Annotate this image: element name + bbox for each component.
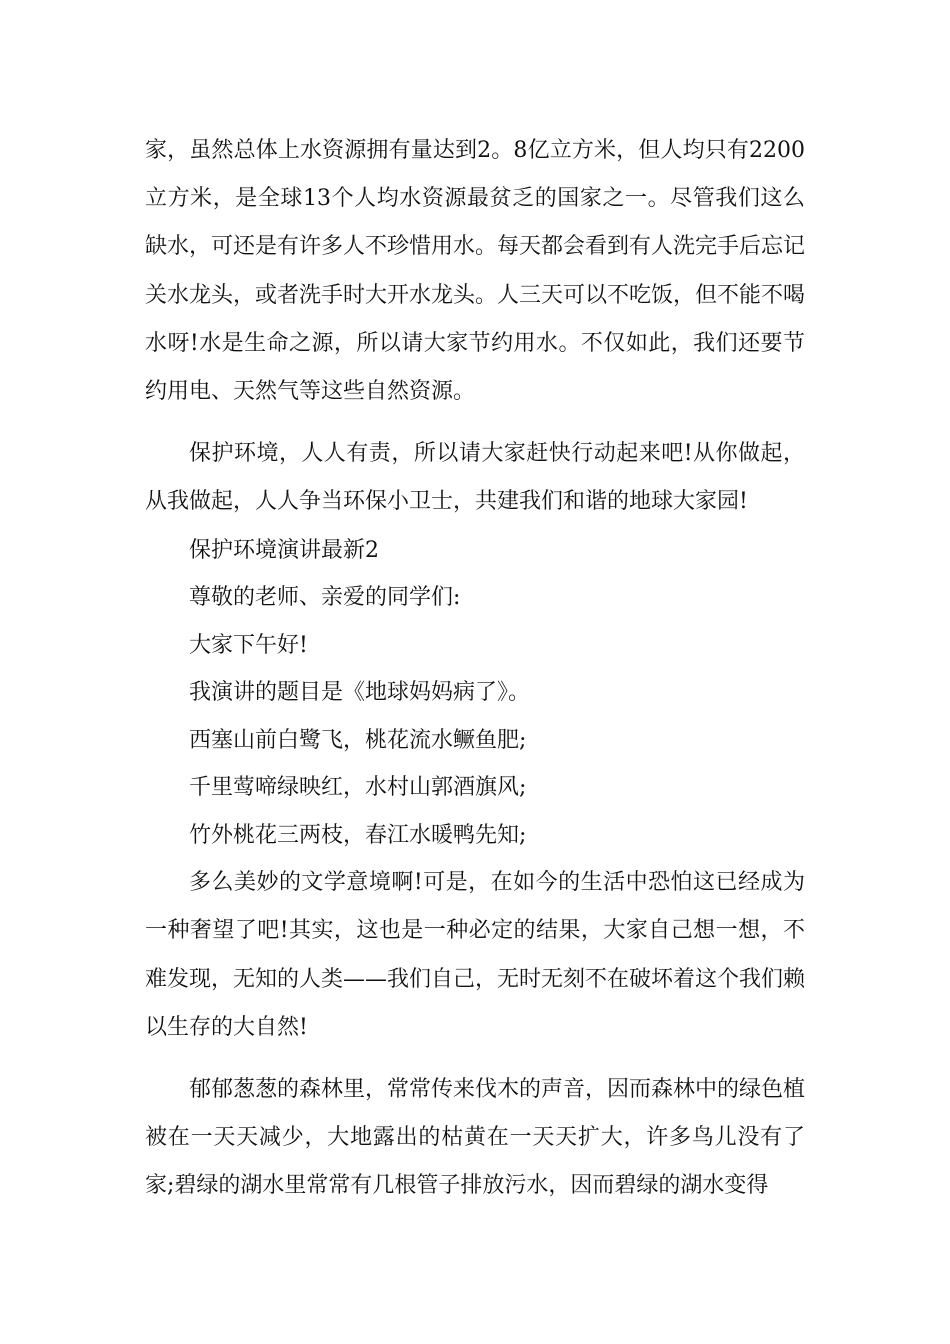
paragraph-call-to-action: 保护环境，人人有责，所以请大家赶快行动起来吧!从你做起，从我做起，人人争当环保小卫士，共建我们和谐的地球大家园!: [145, 441, 805, 515]
poem-line-3: 竹外桃花三两枝，春江水暖鸭先知;: [189, 822, 527, 848]
document-body: [145, 127, 805, 1211]
poem-line-2: 千里莺啼绿映红，水村山郭酒旗风;: [189, 775, 527, 801]
paragraph-water-resources: 家，虽然总体上水资源拥有量达到2。8亿立方米，但人均只有2200立方米，是全球13个人均水资源最贫乏的国家之一。尽管我们这么缺水，可还是有许多人不珍惜用水。每天都会看到有人洗完手后忘记关水龙头，或者洗手时大开水龙头。人三天可以不吃饭，但不能不喝水呀!水是生命之源，所以请大家节约用水。不仅如此，我们还要节约用电、天然气等这些自然资源。: [145, 138, 806, 405]
poem-line-1: 西塞山前白鹭飞，桃花流水鳜鱼肥;: [189, 727, 527, 753]
speech-greeting: 大家下午好!: [189, 632, 308, 658]
speech-title: 保护环境演讲最新2: [189, 537, 379, 563]
speech-topic: 我演讲的题目是《地球妈妈病了》。: [189, 680, 531, 706]
paragraph-forest: 郁郁葱葱的森林里，常常传来伐木的声音，因而森林中的绿色植被在一天天减少，大地露出的枯黄在一天天扩大，许多鸟儿没有了家;碧绿的湖水里常常有几根管子排放污水，因而碧绿的湖水变得: [145, 1076, 806, 1199]
paragraph-literary-mood: 多么美妙的文学意境啊!可是，在如今的生活中恐怕这已经成为一种奢望了吧!其实，这也是一种必定的结果，大家自己想一想，不难发现，无知的人类——我们自己，无时无刻不在破坏着这个我们赖以生存的大自然!: [145, 870, 806, 1040]
speech-salutation: 尊敬的老师、亲爱的同学们:: [189, 585, 461, 611]
